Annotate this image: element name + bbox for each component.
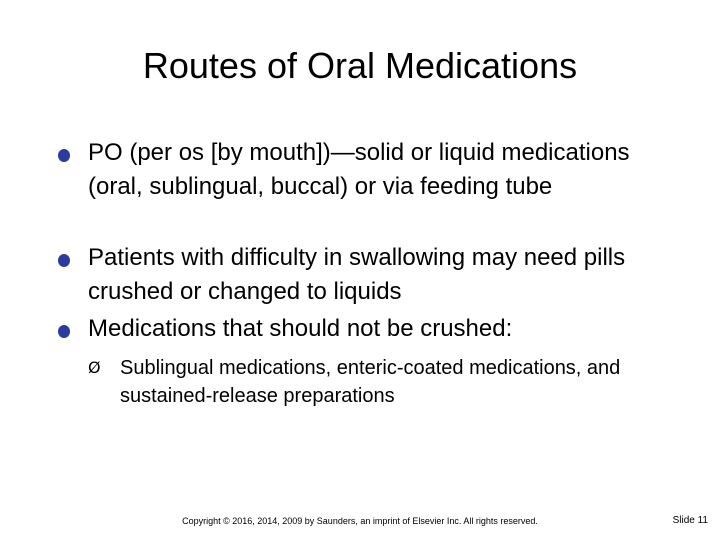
bullet-dot-icon — [58, 325, 70, 338]
bullet-dot-icon — [58, 254, 70, 267]
arrow-bullet-icon: Ø — [88, 358, 101, 377]
slide-title: Routes of Oral Medications — [142, 45, 578, 86]
slide-number: Slide 11 — [672, 515, 708, 526]
bullet-item — [88, 136, 688, 204]
bullet-text: Medications that should not be crushed: — [88, 315, 513, 342]
sub-bullet-item — [88, 354, 680, 410]
bullet-text: PO (per os [by mouth])—solid or liquid medications (oral, sublingual, buccal) or via feeding tube — [88, 139, 630, 200]
bullet-dot-icon — [58, 149, 70, 162]
sub-bullet-text: Sublingual medications, enteric-coated medications, and sustained-release preparations — [120, 357, 621, 407]
footer-copyright: Copyright © 2016, 2014, 2009 by Saunders, an imprint of Elsevier Inc. All rights reserved. — [182, 516, 538, 526]
bullet-item — [88, 241, 688, 309]
bullet-item — [88, 312, 688, 346]
bullet-text: Patients with difficulty in swallowing may need pills crushed or changed to liquids — [88, 244, 626, 305]
